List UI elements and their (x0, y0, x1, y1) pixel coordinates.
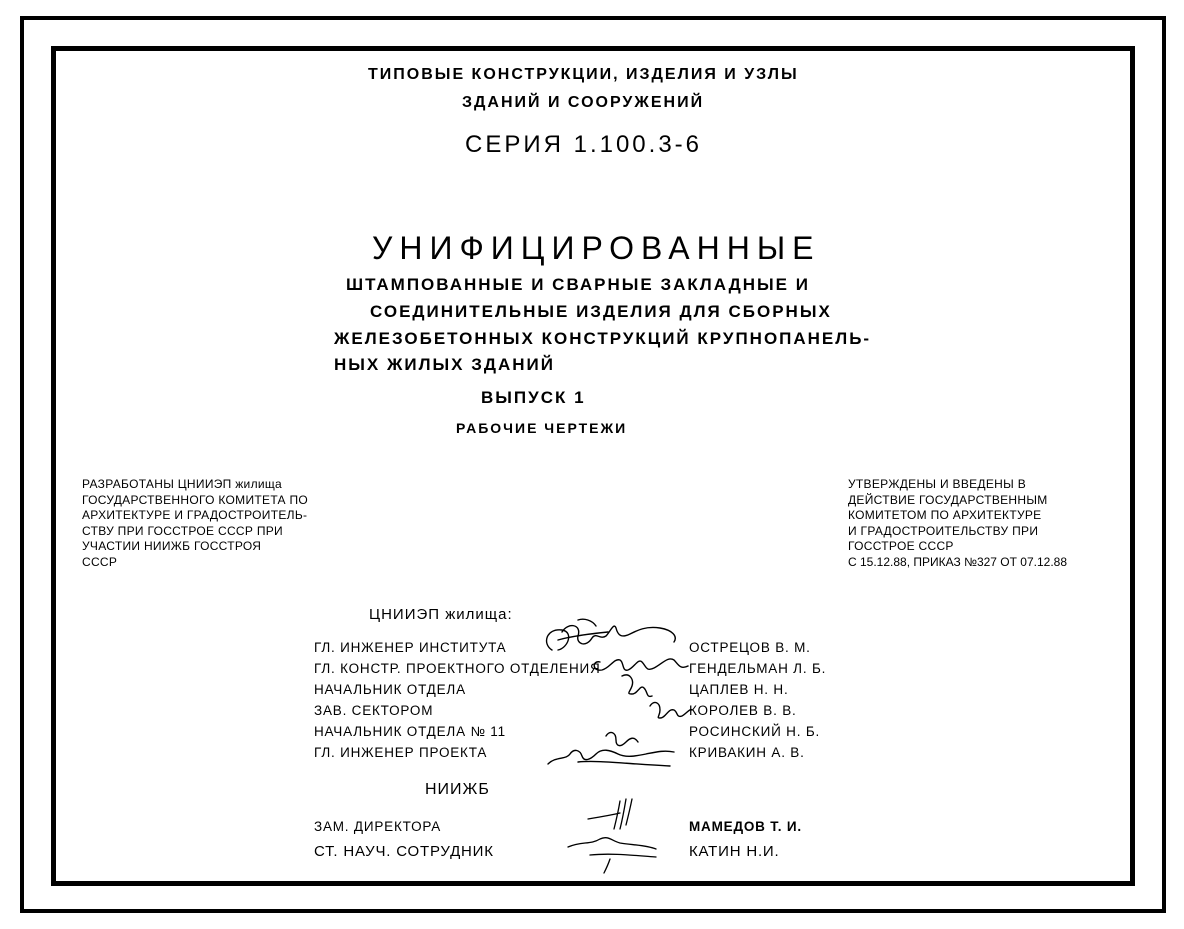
signer-position: НАЧАЛЬНИК ОТДЕЛА (314, 682, 466, 697)
title-description-line-2: СОЕДИНИТЕЛЬНЫЕ ИЗДЕЛИЯ ДЛЯ СБОРНЫХ (370, 302, 832, 321)
approved-by-line: С 15.12.88, ПРИКАЗ №327 ОТ 07.12.88 (848, 554, 1068, 569)
developed-by-line: УЧАСТИИ НИИЖБ ГОССТРОЯ (82, 539, 262, 553)
signer-position: ГЛ. ИНЖЕНЕР ИНСТИТУТА (314, 640, 507, 655)
header-line-2: ЗДАНИЙ И СООРУЖЕНИЙ (462, 94, 705, 111)
developed-by-line: РАЗРАБОТАНЫ ЦНИИЭП жилища (82, 477, 283, 491)
approved-by-line: ГОССТРОЕ СССР (848, 539, 954, 553)
approved-by-block (848, 477, 1067, 570)
signer-name: МАМЕДОВ Т. И. (689, 819, 802, 834)
handwritten-signatures-niizhb (560, 795, 670, 875)
signer-name: РОСИНСКИЙ Н. Б. (689, 724, 821, 739)
signer-name: ЦАПЛЕВ Н. Н. (689, 682, 789, 697)
title-description-line-1: ШТАМПОВАННЫЕ И СВАРНЫЕ ЗАКЛАДНЫЕ И (346, 275, 810, 294)
developed-by-line: АРХИТЕКТУРЕ И ГРАДОСТРОИТЕЛЬ- (82, 508, 308, 522)
signer-name: КОРОЛЕВ В. В. (689, 703, 797, 718)
handwritten-signatures (538, 614, 698, 774)
niizhb-heading: НИИЖБ (425, 781, 490, 798)
developed-by-line: СССР (82, 554, 118, 569)
signer-name: КРИВАКИН А. В. (689, 745, 805, 760)
signer-position: ЗАМ. ДИРЕКТОРА (314, 819, 442, 834)
approved-by-line: ДЕЙСТВИЕ ГОСУДАРСТВЕННЫМ (848, 492, 1048, 507)
drawings-subtitle: РАБОЧИЕ ЧЕРТЕЖИ (456, 420, 628, 436)
series-number: СЕРИЯ 1.100.3-6 (465, 131, 703, 158)
main-title: УНИФИЦИРОВАННЫЕ (372, 230, 821, 266)
signer-position: ЗАВ. СЕКТОРОМ (314, 703, 434, 718)
signer-position: ГЛ. ИНЖЕНЕР ПРОЕКТА (314, 745, 488, 760)
signer-position: ГЛ. КОНСТР. ПРОЕКТНОГО ОТДЕЛЕНИЯ (314, 661, 601, 676)
approved-by-line: УТВЕРЖДЕНЫ И ВВЕДЕНЫ В (848, 477, 1026, 491)
signer-name: ОСТРЕЦОВ В. М. (689, 640, 811, 655)
developed-by-line: ГОСУДАРСТВЕННОГО КОМИТЕТА ПО (82, 492, 309, 507)
title-description-line-4: НЫХ ЖИЛЫХ ЗДАНИЙ (334, 355, 555, 374)
signer-name: ГЕНДЕЛЬМАН Л. Б. (689, 661, 827, 676)
approved-by-line: И ГРАДОСТРОИТЕЛЬСТВУ ПРИ (848, 523, 1039, 538)
developed-by-line: СТВУ ПРИ ГОССТРОЕ СССР ПРИ (82, 523, 283, 538)
developed-by-block (82, 477, 308, 570)
cniiep-heading: ЦНИИЭП жилища: (369, 606, 513, 623)
signer-position: СТ. НАУЧ. СОТРУДНИК (314, 843, 494, 860)
signer-name: КАТИН Н.И. (689, 843, 780, 860)
issue-number: ВЫПУСК 1 (481, 388, 586, 407)
header-line-1: ТИПОВЫЕ КОНСТРУКЦИИ, ИЗДЕЛИЯ И УЗЛЫ (368, 66, 799, 83)
signer-position: НАЧАЛЬНИК ОТДЕЛА № 11 (314, 724, 506, 739)
approved-by-line: КОМИТЕТОМ ПО АРХИТЕКТУРЕ (848, 508, 1042, 522)
title-description-line-3: ЖЕЛЕЗОБЕТОННЫХ КОНСТРУКЦИЙ КРУПНОПАНЕЛЬ- (334, 329, 872, 348)
